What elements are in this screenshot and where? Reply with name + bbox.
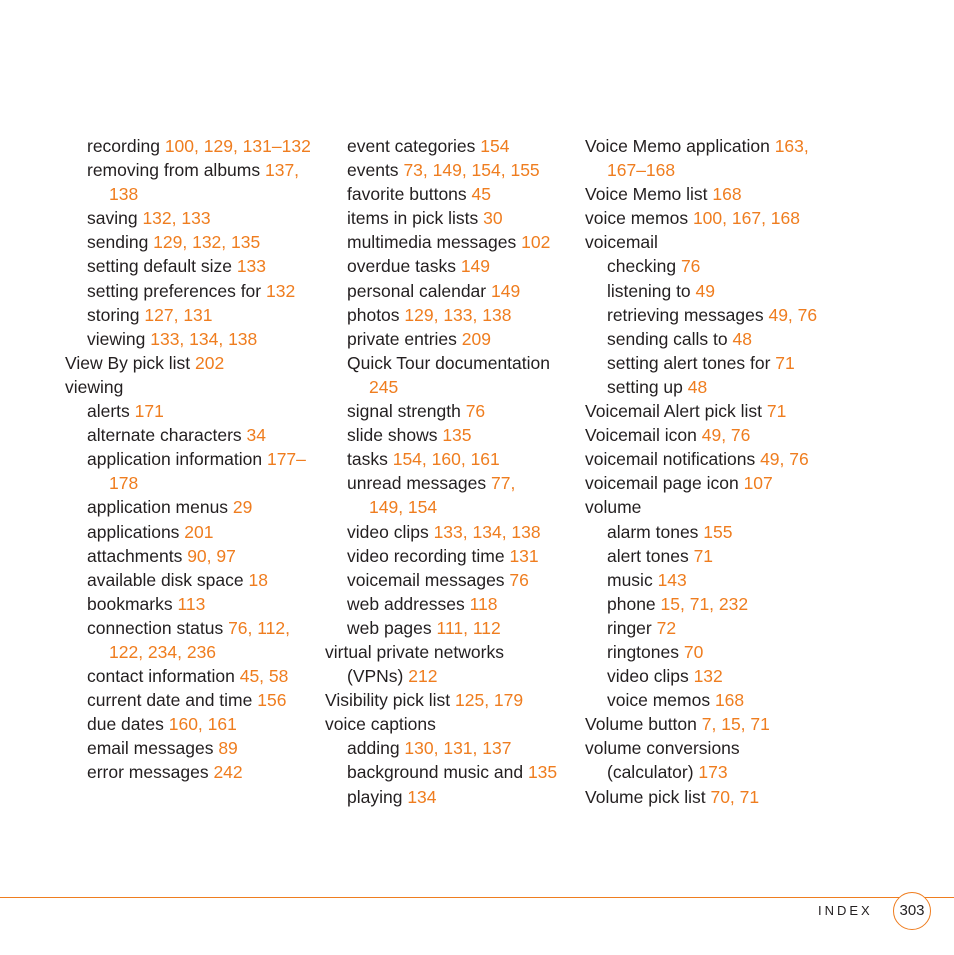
entry-term: viewing bbox=[65, 376, 124, 397]
index-entry bbox=[325, 230, 575, 254]
entry-pages[interactable]: 45 bbox=[471, 184, 491, 205]
entry-pages[interactable]: 71 bbox=[693, 545, 714, 566]
index-entry bbox=[325, 351, 575, 399]
entry-term: volume conversions (calculator) bbox=[585, 738, 740, 783]
entry-pages[interactable]: 111, 112 bbox=[436, 617, 501, 638]
entry-term: Voice Memo application bbox=[585, 136, 775, 156]
entry-pages[interactable]: 168 bbox=[714, 690, 745, 711]
entry-pages[interactable]: 130, 131, 137 bbox=[404, 738, 512, 759]
index-entry bbox=[325, 254, 575, 278]
entry-pages[interactable]: 7, 15, 71 bbox=[701, 714, 770, 735]
entry-pages[interactable]: 202 bbox=[195, 352, 225, 373]
entry-pages[interactable]: 113 bbox=[177, 593, 206, 614]
index-entry bbox=[585, 447, 845, 471]
index-entry bbox=[585, 182, 845, 206]
entry-pages[interactable]: 156 bbox=[257, 690, 287, 711]
index-entry bbox=[325, 712, 575, 736]
entry-pages[interactable]: 49, 76 bbox=[760, 449, 809, 470]
entry-pages[interactable]: 132 bbox=[693, 666, 723, 687]
page-number: 303 bbox=[893, 892, 931, 930]
entry-term: playing bbox=[347, 786, 408, 807]
entry-pages[interactable]: 134 bbox=[407, 786, 437, 807]
index-entry bbox=[585, 568, 845, 592]
entry-term: items in pick lists bbox=[347, 208, 484, 229]
index-entry bbox=[585, 471, 845, 495]
index-entry bbox=[585, 520, 845, 544]
index-entry bbox=[585, 279, 845, 303]
index-entry bbox=[325, 206, 575, 230]
index-entry bbox=[65, 158, 315, 206]
index-entry bbox=[325, 736, 575, 760]
entry-pages[interactable]: 132 bbox=[265, 280, 296, 301]
entry-pages[interactable]: 118 bbox=[469, 593, 498, 614]
entry-pages[interactable]: 102 bbox=[521, 232, 551, 253]
entry-pages[interactable]: 70 bbox=[683, 641, 704, 662]
entry-term: Voice Memo list bbox=[585, 184, 713, 205]
entry-pages[interactable]: 76, 112, 122, 234, 236 bbox=[109, 617, 291, 662]
entry-term: voice memos bbox=[607, 690, 715, 711]
entry-pages[interactable]: 71 bbox=[766, 401, 787, 422]
entry-pages[interactable]: 90, 97 bbox=[187, 545, 236, 566]
entry-term: personal calendar bbox=[347, 280, 491, 301]
entry-pages[interactable]: 173 bbox=[698, 762, 728, 783]
entry-term: contact information bbox=[87, 666, 240, 687]
entry-term: video clips bbox=[347, 521, 434, 542]
entry-term: Volume pick list bbox=[585, 786, 711, 807]
entry-pages[interactable]: 143 bbox=[657, 569, 687, 590]
index-entry bbox=[585, 640, 845, 664]
index-entry bbox=[325, 158, 575, 182]
index-entry bbox=[65, 447, 315, 495]
index-entry bbox=[585, 206, 845, 230]
entry-term: listening to bbox=[607, 280, 696, 301]
entry-pages[interactable]: 135 bbox=[527, 762, 558, 783]
entry-term: video clips bbox=[607, 666, 694, 687]
index-entry bbox=[325, 785, 575, 809]
index-entry bbox=[65, 351, 315, 375]
index-entry bbox=[585, 736, 777, 784]
index-entry bbox=[65, 254, 315, 278]
index-entry bbox=[325, 520, 575, 544]
index-entry bbox=[585, 351, 845, 375]
index-entry bbox=[325, 760, 575, 784]
index-entry bbox=[325, 592, 575, 616]
entry-pages[interactable]: 160, 161 bbox=[168, 714, 237, 735]
entry-term: error messages bbox=[87, 762, 214, 783]
entry-term: email messages bbox=[87, 738, 219, 759]
entry-term: recording bbox=[87, 136, 165, 156]
entry-term: sending calls to bbox=[607, 328, 733, 349]
index-entry bbox=[65, 568, 315, 592]
entry-pages[interactable]: 133, 134, 138 bbox=[150, 328, 258, 349]
index-column-2 bbox=[325, 134, 575, 809]
entry-term: alerts bbox=[87, 401, 135, 422]
entry-term: voicemail bbox=[585, 232, 658, 253]
entry-term: voice memos bbox=[585, 208, 693, 229]
entry-term: setting preferences for bbox=[87, 280, 266, 301]
entry-term: tasks bbox=[347, 449, 393, 470]
entry-term: ringer bbox=[607, 617, 657, 638]
entry-term: due dates bbox=[87, 714, 169, 735]
entry-term: signal strength bbox=[347, 401, 466, 422]
entry-term: events bbox=[347, 160, 404, 181]
entry-pages[interactable]: 135 bbox=[442, 425, 472, 446]
entry-term: alert tones bbox=[607, 545, 694, 566]
entry-term: unread messages bbox=[347, 473, 491, 494]
entry-term: web addresses bbox=[347, 593, 470, 614]
index-entry bbox=[325, 303, 575, 327]
index-entry bbox=[325, 568, 575, 592]
entry-pages[interactable]: 49 bbox=[695, 280, 715, 301]
entry-term: volume bbox=[585, 497, 642, 518]
entry-term: Voicemail Alert pick list bbox=[585, 401, 767, 422]
entry-term: slide shows bbox=[347, 425, 443, 446]
entry-term: connection status bbox=[87, 617, 229, 638]
index-entry bbox=[65, 736, 315, 760]
entry-pages[interactable]: 77, 149, 154 bbox=[369, 473, 516, 518]
index-entry bbox=[65, 399, 315, 423]
index-entry bbox=[585, 495, 845, 519]
entry-term: application information bbox=[87, 449, 267, 470]
entry-term: attachments bbox=[87, 545, 188, 566]
index-entry bbox=[325, 640, 557, 688]
entry-pages[interactable]: 29 bbox=[232, 497, 253, 518]
index-entry bbox=[325, 447, 575, 471]
entry-pages[interactable]: 168 bbox=[712, 184, 742, 205]
entry-pages[interactable]: 34 bbox=[246, 425, 266, 446]
index-entry bbox=[325, 134, 575, 158]
index-entry bbox=[585, 688, 845, 712]
entry-pages[interactable]: 137, 138 bbox=[109, 160, 300, 205]
index-entry bbox=[65, 616, 315, 664]
entry-term: available disk space bbox=[87, 569, 249, 590]
index-entry bbox=[325, 544, 575, 568]
entry-pages[interactable]: 155 bbox=[703, 521, 733, 542]
entry-term: event categories bbox=[347, 136, 481, 156]
entry-pages[interactable]: 89 bbox=[218, 738, 238, 759]
index-entry bbox=[65, 544, 315, 568]
entry-term: saving bbox=[87, 208, 143, 229]
entry-pages[interactable]: 48 bbox=[732, 328, 752, 349]
entry-term: phone bbox=[607, 593, 661, 614]
entry-pages[interactable]: 125, 179 bbox=[455, 690, 524, 711]
entry-term: Volume button bbox=[585, 714, 702, 735]
index-entry bbox=[65, 134, 315, 158]
entry-term: voicemail page icon bbox=[585, 473, 744, 494]
index-entry bbox=[585, 616, 845, 640]
entry-term: Quick Tour documentation bbox=[347, 352, 550, 373]
entry-pages[interactable]: 129, 133, 138 bbox=[404, 304, 512, 325]
entry-term: voicemail messages bbox=[347, 569, 510, 590]
entry-pages[interactable]: 49, 76 bbox=[701, 425, 751, 446]
entry-pages[interactable]: 49, 76 bbox=[768, 304, 818, 325]
entry-term: voicemail notifications bbox=[585, 449, 761, 470]
entry-pages[interactable]: 45, 58 bbox=[239, 666, 289, 687]
index-entry bbox=[325, 616, 575, 640]
entry-pages[interactable]: 15, 71, 232 bbox=[660, 593, 749, 614]
index-entry bbox=[65, 520, 315, 544]
index-column-1 bbox=[65, 134, 315, 785]
entry-pages[interactable]: 149 bbox=[490, 280, 521, 301]
entry-term: setting alert tones for bbox=[607, 352, 776, 373]
index-entry bbox=[585, 327, 845, 351]
index-entry bbox=[585, 785, 845, 809]
index-entry bbox=[65, 688, 315, 712]
entry-pages[interactable]: 163, 167–168 bbox=[607, 136, 809, 181]
entry-term: setting default size bbox=[87, 256, 237, 277]
entry-pages[interactable]: 245 bbox=[369, 376, 399, 397]
entry-term: retrieving messages bbox=[607, 304, 769, 325]
entry-pages[interactable]: 129, 132, 135 bbox=[153, 232, 261, 253]
index-entry bbox=[325, 399, 575, 423]
entry-term: setting up bbox=[607, 376, 688, 397]
section-label: INDEX bbox=[818, 903, 873, 918]
entry-pages[interactable]: 76 bbox=[509, 569, 529, 590]
entry-pages[interactable]: 131 bbox=[509, 545, 539, 566]
entry-pages[interactable]: 154 bbox=[480, 136, 510, 156]
index-entry bbox=[325, 327, 575, 351]
entry-pages[interactable]: 73, 149, 154, 155 bbox=[403, 160, 540, 181]
index-entry bbox=[585, 134, 837, 182]
index-entry bbox=[65, 375, 315, 399]
index-entry bbox=[585, 423, 845, 447]
entry-pages[interactable]: 72 bbox=[656, 617, 677, 638]
entry-pages[interactable]: 76 bbox=[680, 256, 701, 277]
entry-term: Voicemail icon bbox=[585, 425, 702, 446]
entry-term: overdue tasks bbox=[347, 256, 461, 277]
entry-pages[interactable]: 48 bbox=[687, 376, 708, 397]
entry-term: sending bbox=[87, 232, 154, 253]
entry-pages[interactable]: 132, 133 bbox=[142, 208, 211, 229]
entry-term: current date and time bbox=[87, 690, 258, 711]
index-entry bbox=[325, 423, 575, 447]
entry-pages[interactable]: 177–178 bbox=[109, 449, 306, 494]
entry-pages[interactable]: 18 bbox=[248, 569, 268, 590]
entry-pages[interactable]: 70, 71 bbox=[710, 786, 760, 807]
entry-term: View By pick list bbox=[65, 352, 195, 373]
index-entry bbox=[65, 760, 315, 784]
index-entry bbox=[585, 375, 845, 399]
index-entry bbox=[65, 206, 315, 230]
entry-term: alarm tones bbox=[607, 521, 704, 542]
entry-term: Visibility pick list bbox=[325, 690, 455, 711]
entry-term: applications bbox=[87, 521, 185, 542]
entry-pages[interactable]: 71 bbox=[775, 352, 795, 373]
index-column-3 bbox=[585, 134, 845, 809]
index-entry bbox=[325, 182, 575, 206]
index-entry bbox=[65, 712, 315, 736]
index-entry bbox=[585, 544, 845, 568]
index-entry bbox=[585, 230, 845, 254]
entry-term: voice captions bbox=[325, 714, 436, 735]
index-entry bbox=[325, 279, 575, 303]
entry-term: application menus bbox=[87, 497, 233, 518]
index-entry bbox=[65, 423, 315, 447]
entry-term: photos bbox=[347, 304, 405, 325]
entry-term: background music and bbox=[347, 762, 528, 783]
entry-pages[interactable]: 107 bbox=[743, 473, 773, 494]
entry-pages[interactable]: 209 bbox=[461, 328, 491, 349]
index-entry bbox=[65, 279, 315, 303]
entry-term: adding bbox=[347, 738, 405, 759]
index-entry bbox=[585, 303, 829, 327]
entry-term: bookmarks bbox=[87, 593, 178, 614]
entry-pages[interactable]: 201 bbox=[184, 521, 214, 542]
entry-term: storing bbox=[87, 304, 145, 325]
index-entry bbox=[65, 664, 315, 688]
entry-term: ringtones bbox=[607, 641, 684, 662]
index-entry bbox=[585, 592, 845, 616]
index-entry bbox=[585, 664, 845, 688]
entry-term: video recording time bbox=[347, 545, 510, 566]
index-entry bbox=[65, 327, 315, 351]
entry-term: music bbox=[607, 569, 658, 590]
index-entry bbox=[585, 254, 845, 278]
entry-pages[interactable]: 100, 129, 131–132 bbox=[164, 136, 311, 156]
entry-term: virtual private networks (VPNs) bbox=[325, 641, 504, 687]
entry-term: web pages bbox=[347, 617, 437, 638]
entry-pages[interactable]: 212 bbox=[408, 666, 438, 687]
entry-pages[interactable]: 76 bbox=[465, 401, 486, 422]
index-entry bbox=[65, 495, 315, 519]
index-entry bbox=[65, 592, 315, 616]
entry-term: viewing bbox=[87, 328, 151, 349]
entry-pages[interactable]: 171 bbox=[134, 401, 164, 422]
index-entry bbox=[325, 471, 549, 519]
index-entry bbox=[65, 230, 315, 254]
entry-pages[interactable]: 133 bbox=[236, 256, 267, 277]
entry-pages[interactable]: 133, 134, 138 bbox=[433, 521, 541, 542]
entry-term: removing from albums bbox=[87, 160, 265, 181]
index-entry bbox=[585, 712, 845, 736]
entry-pages[interactable]: 100, 167, 168 bbox=[692, 208, 800, 229]
index-entry bbox=[65, 303, 315, 327]
entry-term: favorite buttons bbox=[347, 184, 472, 205]
entry-term: alternate characters bbox=[87, 425, 247, 446]
entry-term: private entries bbox=[347, 328, 462, 349]
entry-term: checking bbox=[607, 256, 681, 277]
index-entry bbox=[585, 399, 845, 423]
entry-pages[interactable]: 242 bbox=[213, 762, 243, 783]
entry-pages[interactable]: 149 bbox=[460, 256, 491, 277]
page-footer bbox=[0, 897, 954, 955]
entry-term: multimedia messages bbox=[347, 232, 522, 253]
entry-pages[interactable]: 127, 131 bbox=[144, 304, 213, 325]
entry-pages[interactable]: 154, 160, 161 bbox=[392, 449, 500, 470]
index-entry bbox=[325, 688, 575, 712]
entry-pages[interactable]: 30 bbox=[483, 208, 503, 229]
